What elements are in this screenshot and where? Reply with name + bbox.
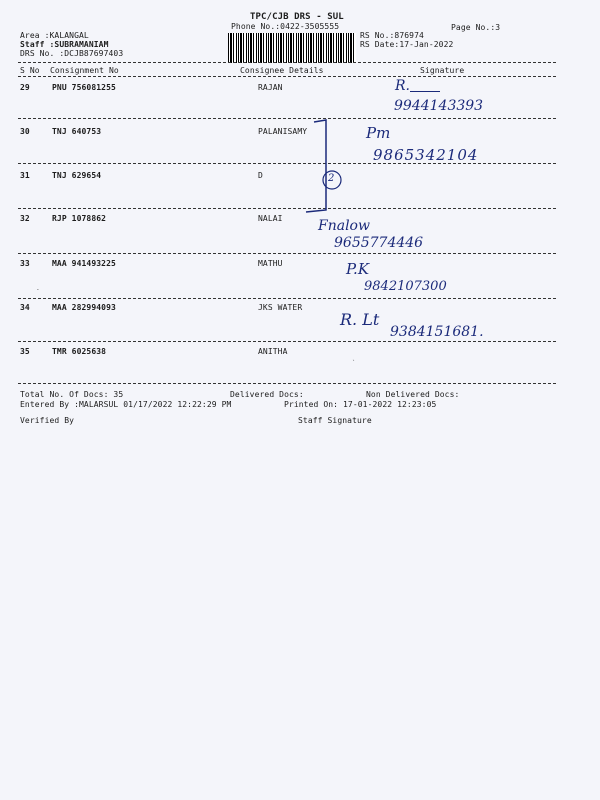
rs-date: RS Date:17-Jan-2022 (360, 40, 454, 49)
row-sno: 35 (20, 347, 30, 356)
column-header-signature: Signature (420, 66, 465, 75)
barcode (228, 33, 356, 63)
scan-mark: - (36, 286, 40, 293)
row-sno: 29 (20, 83, 30, 92)
row-consignment: MAA 941493225 (52, 259, 116, 268)
row-sno: 33 (20, 259, 30, 268)
row-divider (18, 118, 556, 119)
row-consignment: MAA 282994093 (52, 303, 116, 312)
row-divider (18, 163, 556, 164)
signature-mark: Fnalow (318, 218, 370, 234)
staff-label: Staff :SUBRAMANIAM (20, 40, 109, 49)
signature-stroke (410, 91, 440, 92)
divider (18, 62, 556, 63)
row-sno: 31 (20, 171, 30, 180)
row-consignment: RJP 1078862 (52, 214, 107, 223)
row-consignee: MATHU (258, 259, 283, 268)
total-docs: Total No. Of Docs: 35 (20, 390, 124, 399)
row-consignment: TNJ 640753 (52, 127, 102, 136)
printed-on: Printed On: 17-01-2022 12:23:05 (284, 400, 437, 409)
signature-phone: 9865342104 (373, 146, 479, 164)
row-consignee: D (258, 171, 263, 180)
non-delivered-docs: Non Delivered Docs: (366, 390, 460, 399)
row-divider (18, 253, 556, 254)
page-number: Page No.:3 (451, 23, 501, 32)
staff-signature: Staff Signature (298, 416, 372, 425)
scan-mark: ` (352, 360, 356, 367)
area-label: Area :KALANGAL (20, 31, 89, 40)
phone-number: Phone No.:0422-3505555 (231, 22, 340, 31)
signature-phone: 9655774446 (334, 235, 424, 251)
row-sno: 30 (20, 127, 30, 136)
signature-phone: 9384151681. (390, 324, 484, 340)
divider (18, 76, 556, 77)
row-consignment: TNJ 629654 (52, 171, 102, 180)
signature-phone: 9842107300 (364, 279, 447, 294)
row-divider (18, 298, 556, 299)
row-consignee: RAJAN (258, 83, 283, 92)
signature-phone: 9944143393 (394, 98, 484, 114)
signature-mark: P.K (346, 260, 370, 278)
row-consignment: PNU 756081255 (52, 83, 116, 92)
row-divider (18, 341, 556, 342)
signature-mark: Pm (366, 124, 391, 142)
bracket-note: 2 (328, 173, 335, 184)
row-consignee: JKS WATER (258, 303, 303, 312)
row-consignee: ANITHA (258, 347, 288, 356)
document-title: TPC/CJB DRS - SUL (250, 12, 344, 22)
column-header-consignee: Consignee Details (240, 66, 324, 75)
signature-mark: R. Lt (340, 310, 380, 329)
row-sno: 34 (20, 303, 30, 312)
row-divider (18, 208, 556, 209)
bracket-annotation (300, 118, 360, 218)
row-consignee: NALAI (258, 214, 283, 223)
column-header-consignment: Consignment No (50, 66, 119, 75)
signature-mark: R. (395, 78, 410, 94)
row-consignment: TMR 6025638 (52, 347, 107, 356)
verified-by: Verified By (20, 416, 75, 425)
divider (18, 383, 556, 384)
rs-number: RS No.:876974 (360, 31, 424, 40)
column-header-sno: S No (20, 66, 40, 75)
delivered-docs: Delivered Docs: (230, 390, 304, 399)
row-sno: 32 (20, 214, 30, 223)
entered-by: Entered By :MALARSUL 01/17/2022 12:22:29 PM (20, 400, 232, 409)
drs-number: DRS No. :DCJB87697403 (20, 49, 124, 58)
row-consignee: PALANISAMY (258, 127, 308, 136)
